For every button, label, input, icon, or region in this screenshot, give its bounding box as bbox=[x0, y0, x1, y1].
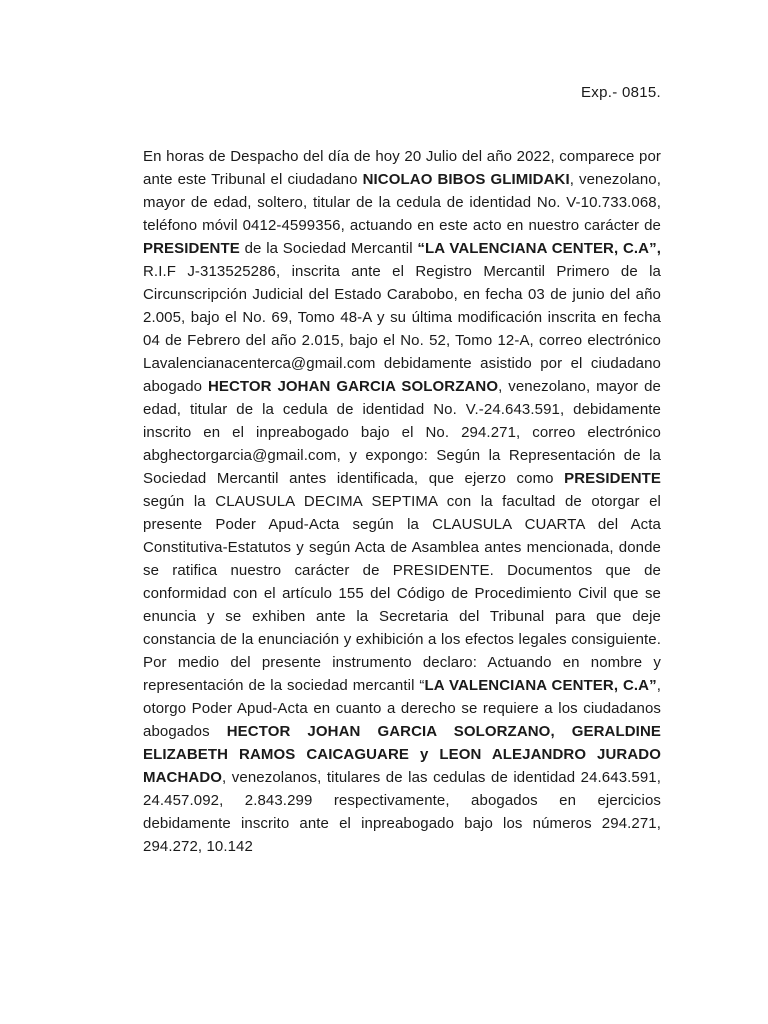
text-run: de la Sociedad Mercantil bbox=[239, 240, 418, 257]
text-run: En horas de Despacho del día de hoy 20 Julio del año 2022, comparece por ante este Tribunal el ciudadano bbox=[143, 148, 661, 188]
bold-text-run: PRESIDENTE bbox=[564, 470, 661, 487]
text-run: , venezolano, mayor de edad, titular de la cedula de identidad No. V.-24.643.591, debidamente inscrito en el inpreabogado bajo el No. 294.271, correo electrónico abghectorgarcia@gmail.com, y expongo: Según la Representación de la Sociedad Mercantil antes identificada, que ejerzo como bbox=[143, 378, 661, 487]
text-run: según la CLAUSULA DECIMA SEPTIMA con la facultad de otorgar el presente Poder Apud-Acta según la CLAUSULA CUARTA del Acta Constitutiva-Estatutos y según Acta de Asamblea antes mencionada, donde se ratifica nuestro carácter de PRESIDENTE. Documentos que de conformidad con el artículo 155 del Código de Procedimiento Civil que se enuncia y se exhiben ante la Secretaria del Tribunal para que deje constancia de la enunciación y exhibición a los efectos legales consiguiente. Por medio del presente instrumento declaro: Actuando en nombre y representación de la sociedad mercantil “ bbox=[143, 493, 661, 694]
bold-text-run: PRESIDENTE bbox=[143, 240, 240, 257]
bold-text-run: NICOLAO BIBOS GLIMIDAKI bbox=[362, 171, 570, 188]
bold-text-run: LA VALENCIANA CENTER, C.A” bbox=[424, 677, 657, 694]
text-run: , venezolano, mayor de edad, soltero, titular de la cedula de identidad No. V-10.733.068, teléfono móvil 0412-4599356, actuando en este acto en nuestro carácter de bbox=[143, 171, 661, 234]
text-run: , venezolanos, titulares de las cedulas de identidad 24.643.591, 24.457.092, 2.843.299 respectivamente, abogados en ejercicios debidamente inscrito ante el inpreabogado bajo los números 294.271, 294.272, 10.142 bbox=[143, 769, 661, 855]
bold-text-run: “LA VALENCIANA CENTER, C.A”, bbox=[417, 240, 661, 257]
text-run: , otorgo Poder Apud-Acta en cuanto a derecho se requiere a los ciudadanos abogados bbox=[143, 677, 661, 740]
bold-text-run: HECTOR JOHAN GARCIA SOLORZANO bbox=[207, 378, 499, 395]
text-run: R.I.F J-313525286, inscrita ante el Registro Mercantil Primero de la Circunscripción Judicial del Estado Carabobo, en fecha 03 de junio del año 2.005, bajo el No. 69, Tomo 48-A y su última modificación inscrita en fecha 04 de Febrero del año 2.015, bajo el No. 52, Tomo 12-A, correo electrónico Lavalencianacenterca@gmail.com debidamente asistido por el ciudadano abogado bbox=[143, 263, 661, 395]
bold-text-run: HECTOR JOHAN GARCIA SOLORZANO, GERALDINE ELIZABETH RAMOS CAICAGUARE y LEON ALEJANDRO JURADO MACHADO bbox=[143, 723, 661, 786]
document-body bbox=[143, 145, 661, 858]
expediente-number: Exp.- 0815. bbox=[580, 84, 661, 101]
